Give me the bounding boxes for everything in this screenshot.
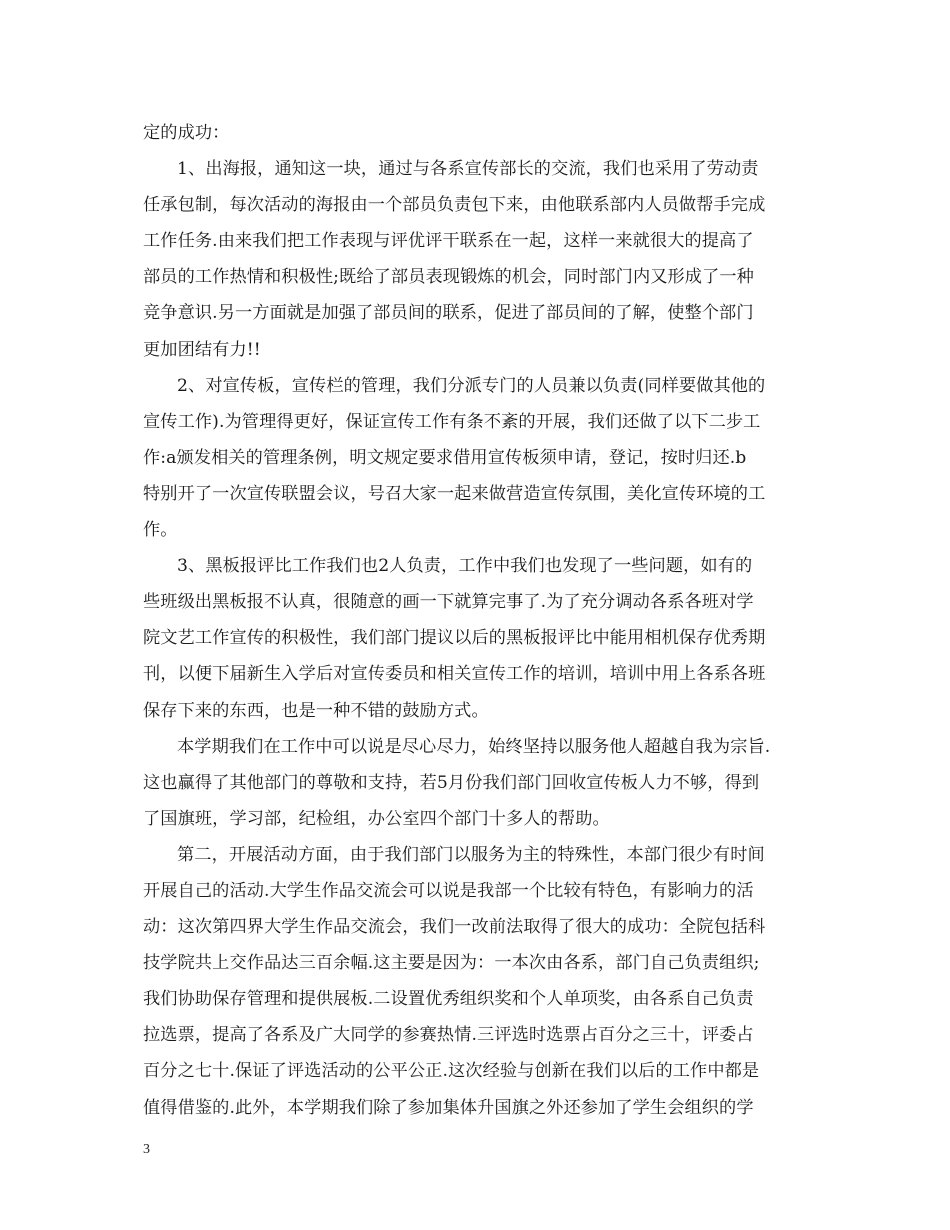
text-line: 任承包制，每次活动的海报由一个部员负责包下来，由他联系部内人员做帮手完成 [143,195,766,216]
text-line: 部员的工作热情和积极性;既给了部员表现锻炼的机会，同时部门内又形成了一种 [143,267,754,288]
text-line: 拉选票，提高了各系及广大同学的参赛热情.三评选时选票占百分之三十，评委占 [143,1025,754,1046]
text-line: 作:a颁发相关的管理条例，明文规定要求借用宣传板须申请，登记，按时归还.b [143,447,747,468]
text-line: 作。 [143,520,178,541]
text-line: 刊，以便下届新生入学后对宣传委员和相关宣传工作的培训，培训中用上各系各班 [143,664,766,685]
text-line: 开展自己的活动.大学生作品交流会可以说是我部一个比较有特色，有影响力的活 [143,880,754,901]
text-line: 我们协助保存管理和提供展板.二设置优秀组织奖和个人单项奖，由各系自己负责 [143,989,754,1010]
text-line: 本学期我们在工作中可以说是尽心尽力，始终坚持以服务他人超越自我为宗旨. [177,736,771,757]
text-line: 工作任务.由来我们把工作表现与评优评干联系在一起，这样一来就很大的提高了 [143,231,754,252]
text-line: 些班级出黑板报不认真，很随意的画一下就算完事了.为了充分调动各系各班对学 [143,592,754,613]
text-line: 百分之七十.保证了评选活动的公平公正.这次经验与创新在我们以后的工作中都是 [143,1061,760,1082]
text-line: 第二，开展活动方面，由于我们部门以服务为主的特殊性，本部门很少有时间 [177,844,765,865]
text-line: 3、黑板报评比工作我们也2人负责，工作中我们也发现了一些问题，如有的 [177,556,753,577]
text-line: 更加团结有力!! [143,339,261,360]
text-line: 这也赢得了其他部门的尊敬和支持，若5月份我们部门回收宣传板人力不够，得到 [143,772,760,793]
text-line: 1、出海报，通知这一块，通过与各系宣传部长的交流，我们也采用了劳动责 [177,159,759,180]
text-line: 值得借鉴的.此外，本学期我们除了参加集体升国旗之外还参加了学生会组织的学 [143,1097,754,1118]
text-line: 竞争意识.另一方面就是加强了部员间的联系，促进了部员间的了解，使整个部门 [143,303,754,324]
text-line: 2、对宣传板，宣传栏的管理，我们分派专门的人员兼以负责(同样要做其他的 [177,375,766,396]
text-line: 院文艺工作宣传的积极性，我们部门提议以后的黑板报评比中能用相机保存优秀期 [143,628,766,649]
text-line: 了国旗班，学习部，纪检组，办公室四个部门十多人的帮助。 [143,808,610,829]
text-line: 技学院共上交作品达三百余幅.这主要是因为：一本次由各系，部门自己负责组织; [143,953,760,974]
text-line: 定的成功： [143,123,230,143]
text-line: 特别开了一次宣传联盟会议，号召大家一起来做营造宣传氛围，美化宣传环境的工 [143,483,766,504]
text-line: 保存下来的东西，也是一种不错的鼓励方式。 [143,700,489,721]
page-number: 3 [143,1142,150,1157]
document-body [143,115,811,1126]
text-line: 宣传工作).为管理得更好，保证宣传工作有条不紊的开展，我们还做了以下二步工 [143,411,761,432]
text-line: 动：这次第四界大学生作品交流会，我们一改前法取得了很大的成功：全院包括科 [143,917,766,938]
